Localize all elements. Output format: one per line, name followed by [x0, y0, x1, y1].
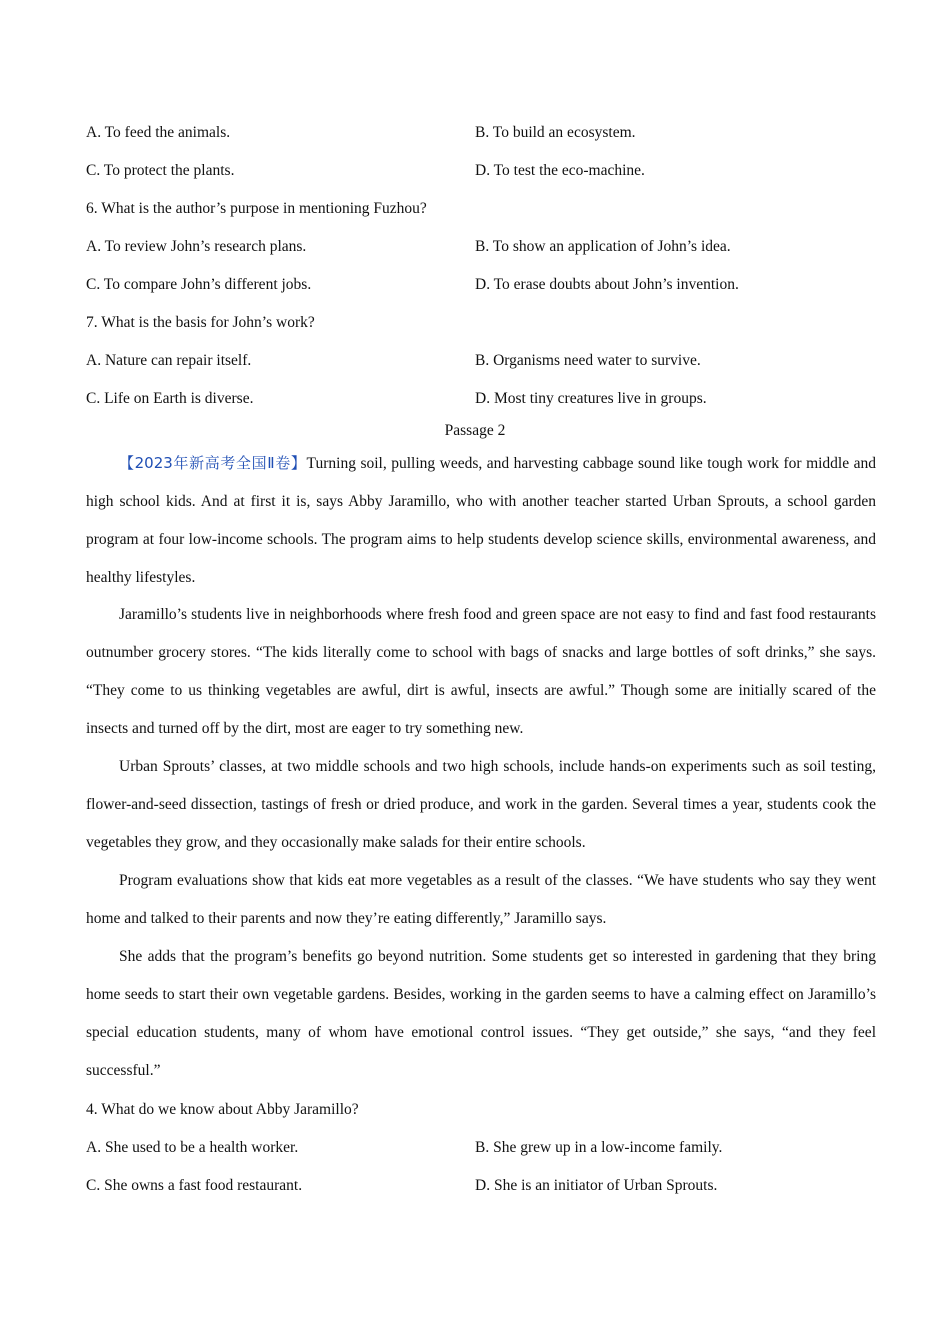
- q6-option-c: C. To compare John’s different jobs.: [86, 276, 312, 293]
- q6-option-a: A. To review John’s research plans.: [86, 238, 307, 255]
- q5-option-c: C. To protect the plants.: [86, 162, 235, 179]
- passage-paragraph-5: She adds that the program’s benefits go beyond nutrition. Some students get so interested in gardening that they bring home seeds to start their own vegetable gardens. Besides, working in the garden seems to have a calming effect on Jaramillo’s special education students, many of whom have emotional control issues. “They get outside,” she says, “and they feel successful.”: [86, 948, 876, 1079]
- q7-option-a: A. Nature can repair itself.: [86, 352, 252, 369]
- q5-option-a: A. To feed the animals.: [86, 124, 231, 141]
- passage-paragraph-3: Urban Sprouts’ classes, at two middle schools and two high schools, include hands-on experiments such as soil testing, flower-and-seed dissection, tastings of fresh or dried produce, and work in the garden. Several times a year, students cook the vegetables they grow, and they occasionally make salads for their entire schools.: [86, 758, 876, 851]
- q5-option-d: D. To test the eco-machine.: [475, 162, 645, 179]
- q7-option-c: C. Life on Earth is diverse.: [86, 390, 254, 407]
- q4-option-c: C. She owns a fast food restaurant.: [86, 1177, 303, 1194]
- q5-option-b: B. To build an ecosystem.: [475, 124, 636, 141]
- q4-option-d: D. She is an initiator of Urban Sprouts.: [475, 1177, 718, 1194]
- q7-option-d: D. Most tiny creatures live in groups.: [475, 390, 707, 407]
- q6-stem: 6. What is the author’s purpose in mentioning Fuzhou?: [86, 200, 427, 217]
- q4-stem: 4. What do we know about Abby Jaramillo?: [86, 1101, 359, 1118]
- passage-paragraph-2: Jaramillo’s students live in neighborhoods where fresh food and green space are not easy to find and fast food restaurants outnumber grocery stores. “The kids literally come to school with bags of snacks and large bottles of soft drinks,” she says. “They come to us thinking vegetables are awful, dirt is awful, insects are awful.” Though some are initially scared of the insects and turned off by the dirt, most are eager to try something new.: [86, 606, 876, 737]
- source-tag: 【2023年新高考全国Ⅱ卷】: [119, 454, 307, 472]
- passage-title: Passage 2: [444, 422, 506, 439]
- q7-stem: 7. What is the basis for John’s work?: [86, 314, 315, 331]
- q7-option-b: B. Organisms need water to survive.: [475, 352, 701, 369]
- paragraph-1-text: Turning soil, pulling weeds, and harvesting cabbage sound like tough work for middle and high school kids. And at first it is, says Abby Jaramillo, who with another teacher started Urban Sprouts, a school garden program at four low-income schools. The program aims to help students develop science skills, environmental awareness, and healthy lifestyles.: [86, 455, 877, 586]
- q4-option-a: A. She used to be a health worker.: [86, 1139, 299, 1156]
- q6-option-b: B. To show an application of John’s idea.: [475, 238, 731, 255]
- q6-option-d: D. To erase doubts about John’s invention.: [475, 276, 739, 293]
- q4-option-b: B. She grew up in a low-income family.: [475, 1139, 723, 1156]
- passage-paragraph-1: [86, 444, 876, 597]
- passage-paragraph-4: Program evaluations show that kids eat more vegetables as a result of the classes. “We have students who say they went home and talked to their parents and now they’re eating differently,” Jaramillo says.: [86, 872, 876, 927]
